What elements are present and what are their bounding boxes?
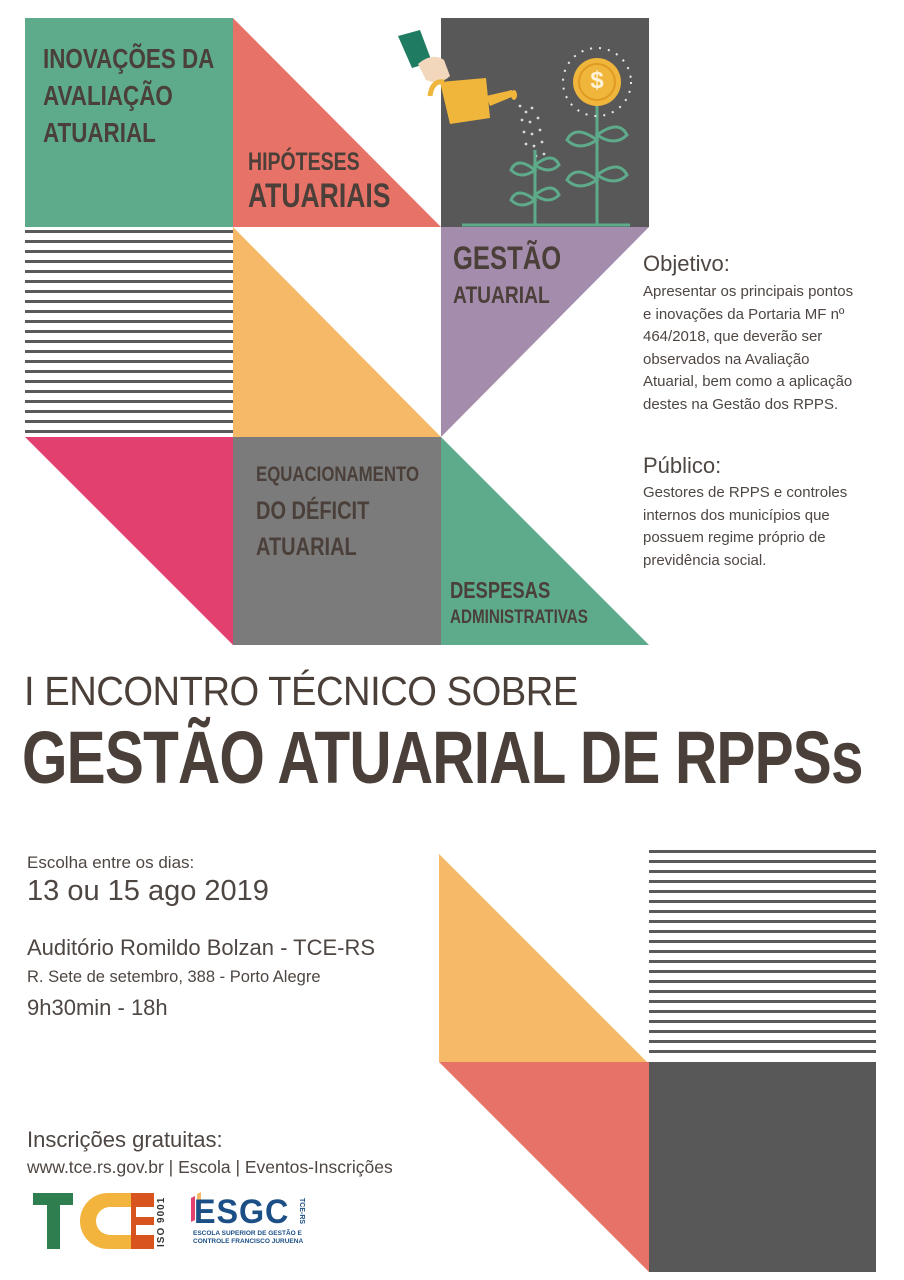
bottom-coral-triangle [439, 1062, 649, 1272]
coin-symbol: $ [590, 67, 604, 94]
registration-heading: Inscrições gratuitas: [27, 1127, 223, 1152]
objetivo-heading: Objetivo: [643, 251, 730, 276]
choose-days-label: Escolha entre os dias: [27, 853, 195, 872]
bottom-striped-square [649, 850, 876, 1053]
publico-heading: Público: [643, 453, 722, 478]
topic-equacionamento: EQUACIONAMENTO DO DÉFICIT ATUARIAL [256, 463, 420, 561]
iso-label: ISO 9001 [156, 1196, 167, 1247]
bottom-yellow-triangle [439, 854, 647, 1062]
topic-inovacoes: INOVAÇÕES DA AVALIAÇÃO ATUARIAL [43, 43, 215, 148]
publico-section [643, 453, 893, 572]
event-venue: Auditório Romildo Bolzan - TCE-RS [27, 935, 376, 960]
topic-gestao: GESTÃO ATUARIAL [453, 240, 562, 309]
illustration-square [441, 18, 649, 227]
yellow-triangle [233, 227, 441, 437]
esgc-wordmark: ESGC [194, 1193, 290, 1231]
esgc-logo [191, 1192, 311, 1250]
event-dates: 13 ou 15 ago 2019 [27, 875, 269, 907]
tce-logo [33, 1193, 163, 1249]
event-title: GESTÃO ATUARIAL DE RPPSs [22, 716, 863, 799]
publico-text: Gestores de RPPS e controles internos dos municípios que possuem regime próprio de previdência social. [643, 484, 848, 569]
objetivo-text: Apresentar os principais pontos e inovações da Portaria MF nº 464/2018, que deverão ser observados na Avaliação Atuarial, bem como a aplicação destes na Gestão dos RPPS. [643, 283, 854, 413]
event-address: R. Sete de setembro, 388 - Porto Alegre [27, 968, 321, 986]
objetivo-section [643, 251, 893, 416]
striped-square [25, 230, 233, 433]
bottom-gray-square [649, 1062, 876, 1272]
topic-hipoteses: HIPÓTESES ATUARIAIS [248, 148, 391, 215]
esgc-tag: TCE-RS [298, 1198, 305, 1225]
event-subtitle: I ENCONTRO TÉCNICO SOBRE [24, 668, 578, 714]
topic-despesas: DESPESAS ADMINISTRATIVAS [450, 577, 588, 628]
event-time: 9h30min - 18h [27, 995, 168, 1020]
esgc-fullname: ESCOLA SUPERIOR DE GESTÃO E CONTROLE FRANCISCO JURUENA [193, 1230, 304, 1245]
registration-link[interactable]: www.tce.rs.gov.br | Escola | Eventos-Inscrições [27, 1157, 393, 1177]
magenta-triangle [25, 437, 233, 645]
